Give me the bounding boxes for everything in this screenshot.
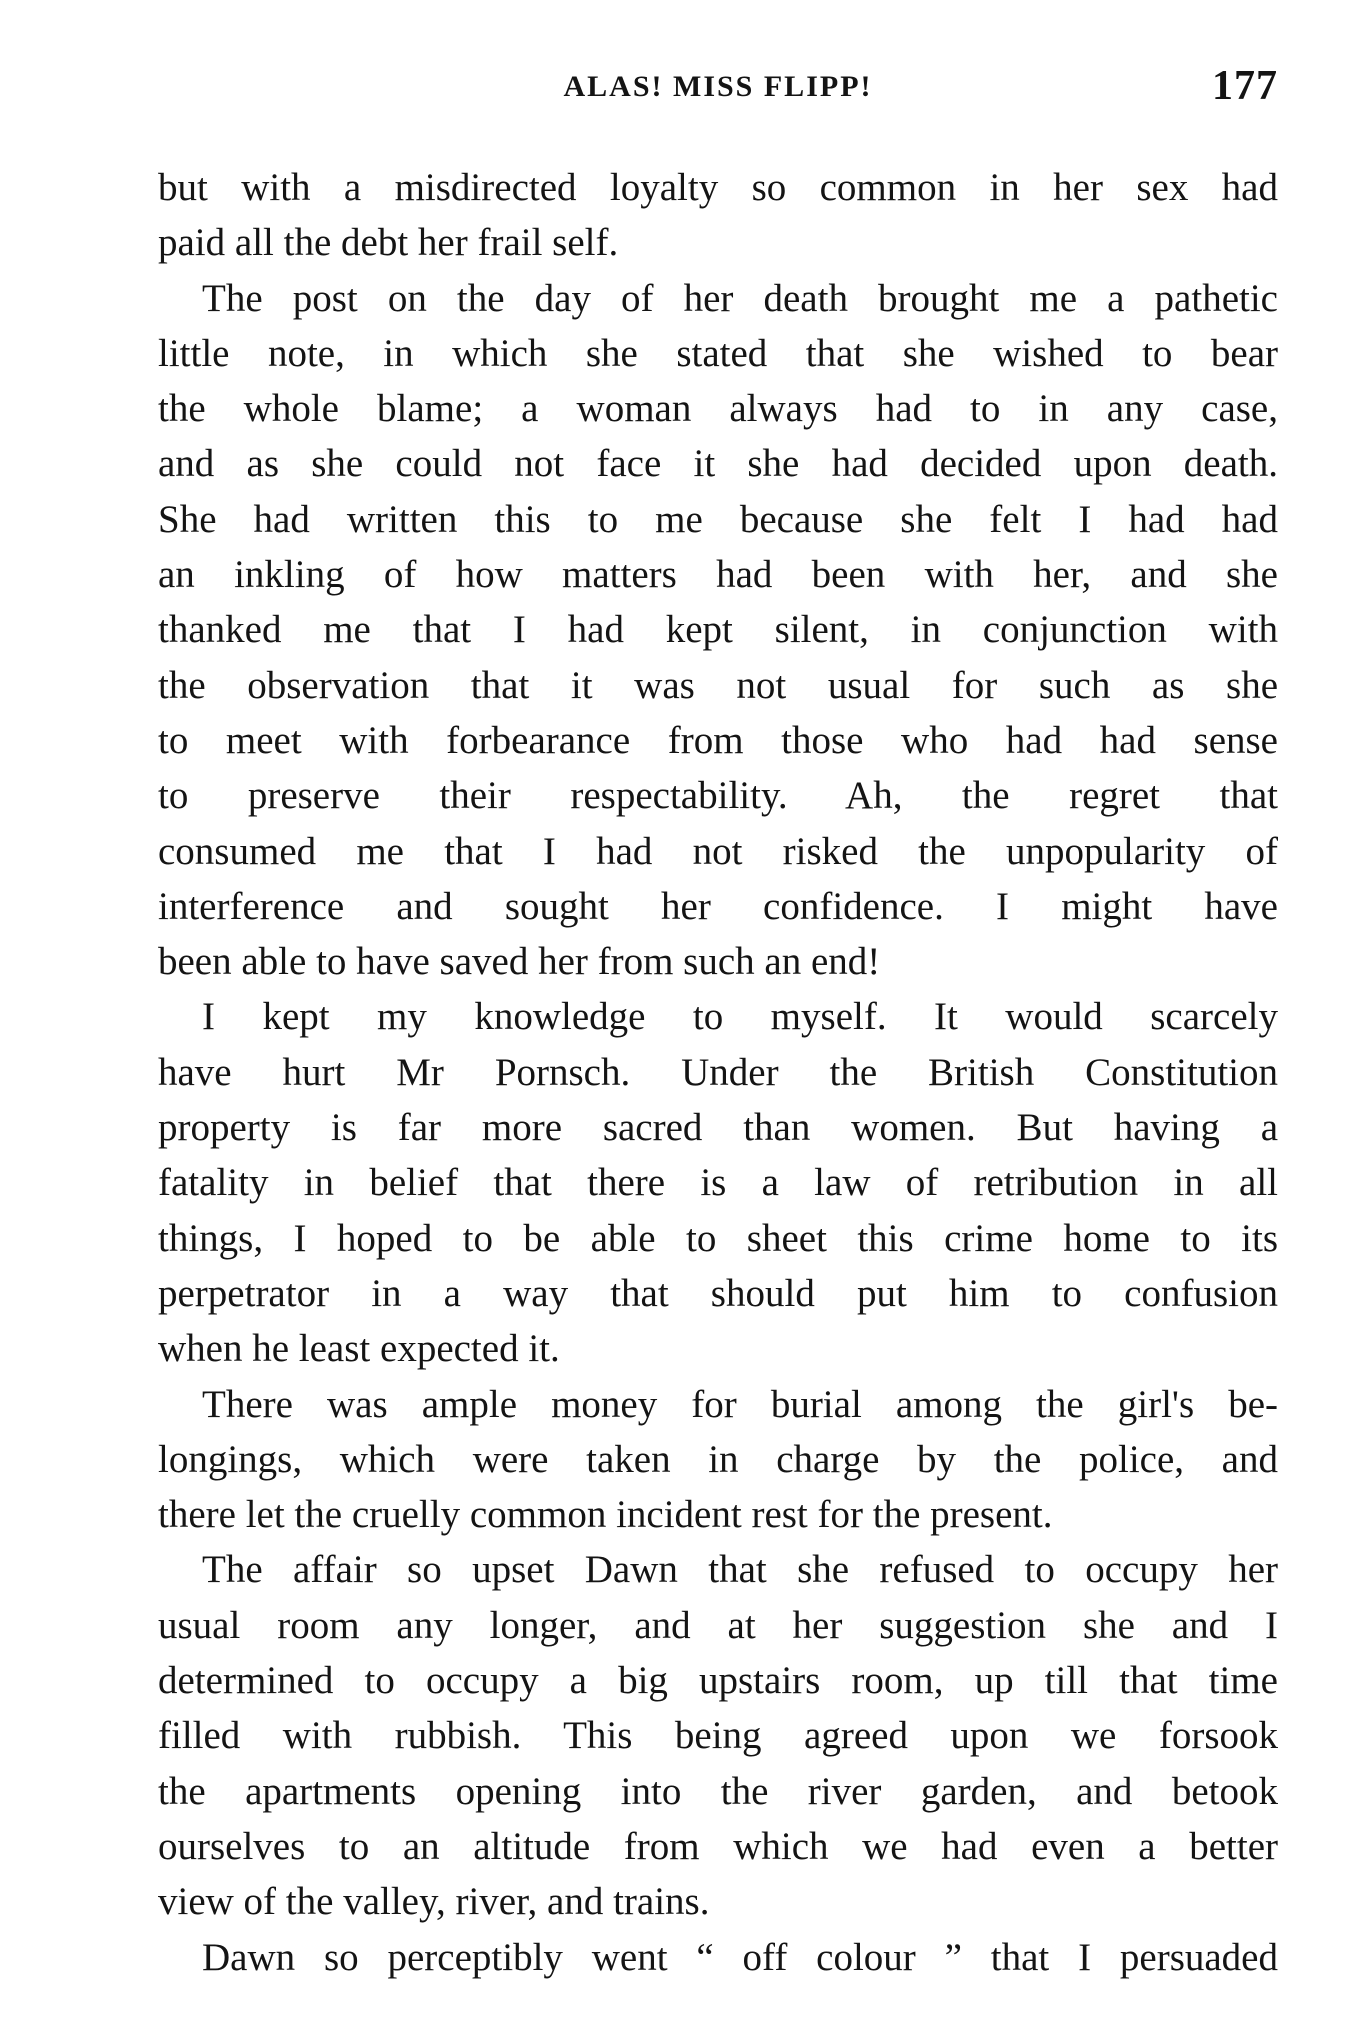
text-line: thanked me that I had kept silent, in conjunction with: [158, 608, 1278, 652]
text-line: ourselves to an altitude from which we had even a better: [158, 1824, 1278, 1868]
page-number: 177: [1212, 63, 1278, 109]
text-line: have hurt Mr Pornsch. Under the British Constitution: [158, 1050, 1278, 1094]
text-line: usual room any longer, and at her suggestion she and I: [158, 1603, 1278, 1647]
text-line: an inkling of how matters had been with her, and she: [158, 553, 1278, 597]
text-line: the whole blame; a woman always had to in any case,: [158, 387, 1278, 431]
running-title: ALAS! MISS FLIPP!: [563, 70, 873, 103]
text-line: when he least expected it.: [158, 1327, 560, 1371]
text-line: and as she could not face it she had decided upon death.: [158, 442, 1278, 486]
text-line: paid all the debt her frail self.: [158, 221, 619, 265]
page-header: [158, 62, 1278, 122]
text-line: property is far more sacred than women. But having a: [158, 1106, 1278, 1150]
text-line: view of the valley, river, and trains.: [158, 1880, 710, 1924]
body-text: [158, 160, 1278, 1985]
text-line: to meet with forbearance from those who had had sense: [158, 718, 1278, 762]
text-line: The affair so upset Dawn that she refused to occupy her: [202, 1548, 1278, 1592]
text-line: been able to have saved her from such an end!: [158, 940, 881, 984]
text-line: Dawn so perceptibly went “ off colour ” that I persuaded: [202, 1935, 1278, 1979]
text-line: filled with rubbish. This being agreed upon we forsook: [158, 1714, 1278, 1758]
text-line: interference and sought her confidence. I might have: [158, 884, 1278, 928]
text-line: determined to occupy a big upstairs room, up till that time: [158, 1659, 1278, 1703]
text-line: perpetrator in a way that should put him to confusion: [158, 1271, 1278, 1315]
text-line: I kept my knowledge to myself. It would scarcely: [202, 995, 1278, 1039]
text-line: there let the cruelly common incident rest for the present.: [158, 1493, 1053, 1537]
text-line: things, I hoped to be able to sheet this crime home to its: [158, 1216, 1278, 1260]
text-line: but with a misdirected loyalty so common in her sex had: [158, 166, 1278, 209]
text-line: little note, in which she stated that she wished to bear: [158, 331, 1278, 375]
text-line: the apartments opening into the river garden, and betook: [158, 1769, 1278, 1813]
text-line: longings, which were taken in charge by the police, and: [158, 1437, 1278, 1481]
text-line: the observation that it was not usual for such as she: [158, 663, 1278, 707]
text-line: She had written this to me because she felt I had had: [158, 497, 1278, 541]
text-line: consumed me that I had not risked the unpopularity of: [158, 829, 1278, 873]
text-line: There was ample money for burial among the girl's be-: [202, 1382, 1278, 1426]
text-line: The post on the day of her death brought me a pathetic: [202, 276, 1278, 320]
text-line: fatality in belief that there is a law of retribution in all: [158, 1161, 1278, 1205]
text-line: to preserve their respectability. Ah, the regret that: [158, 774, 1278, 818]
